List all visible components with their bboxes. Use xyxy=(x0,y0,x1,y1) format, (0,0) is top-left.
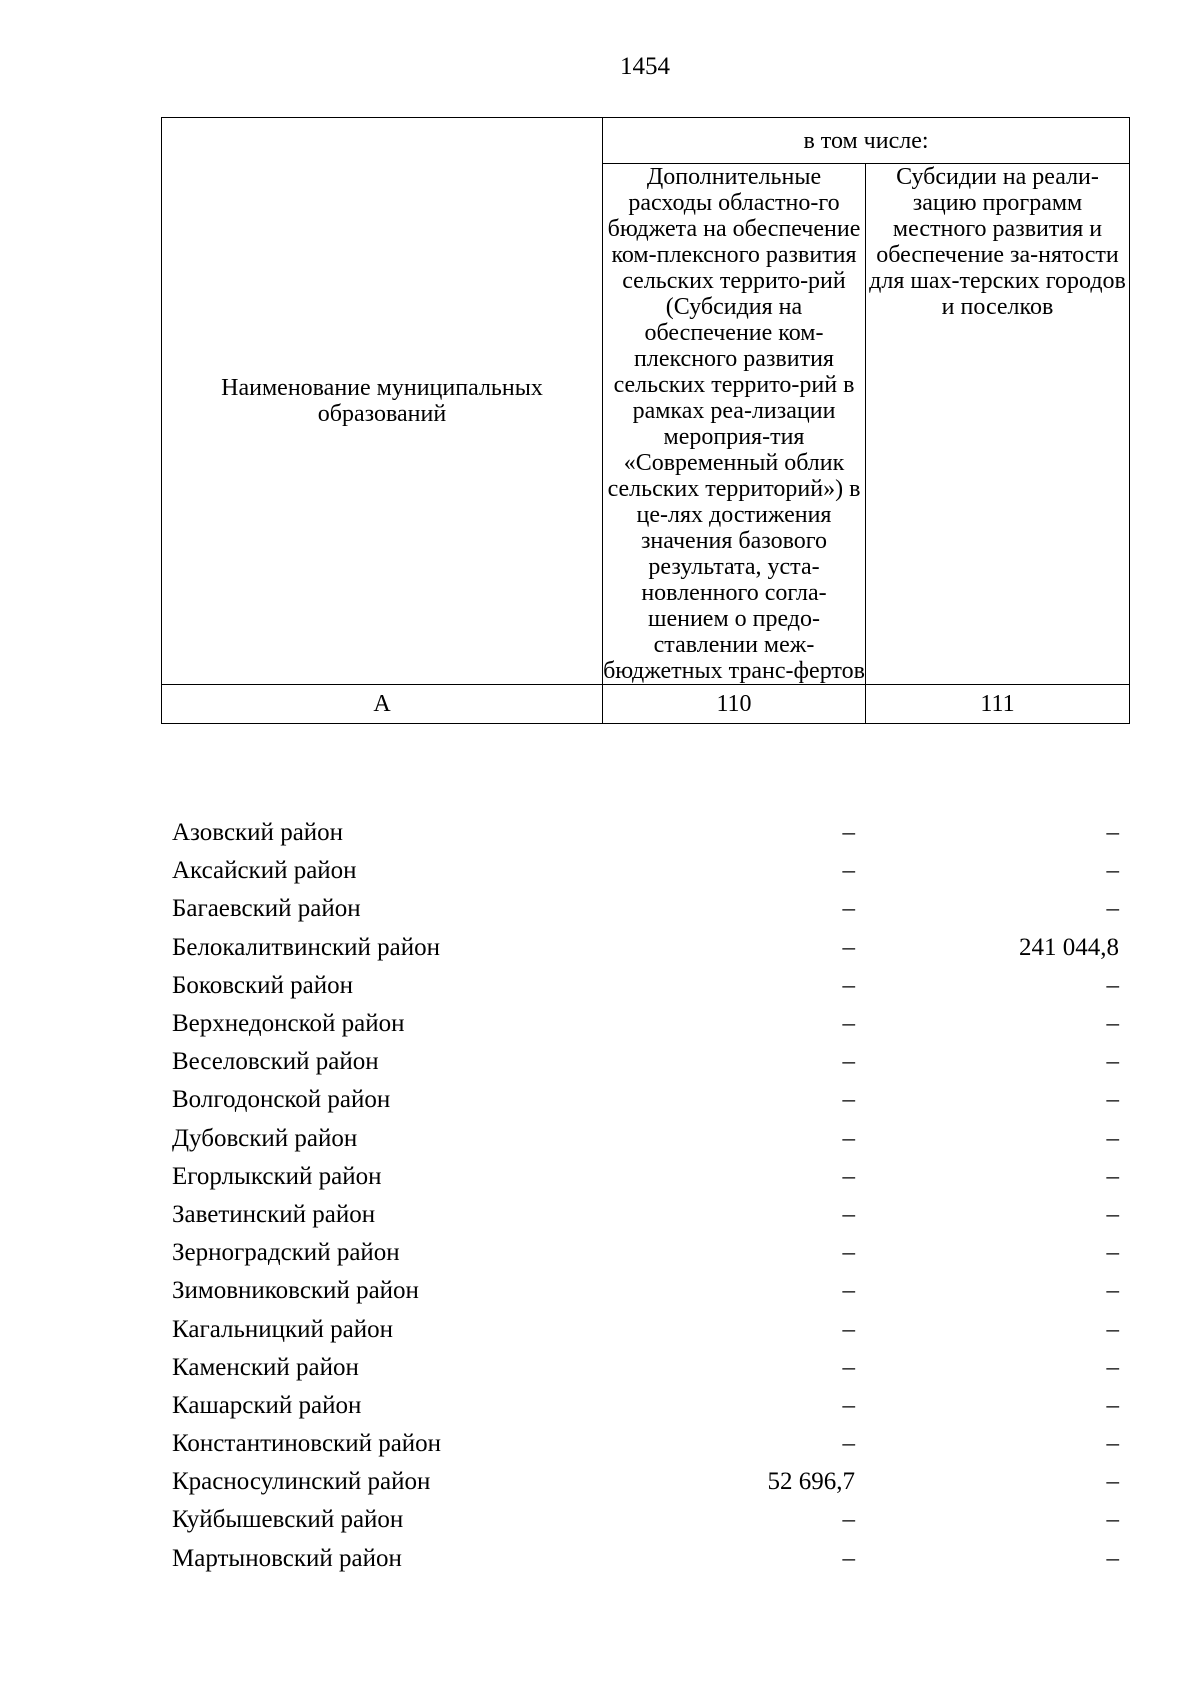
row-name: Куйбышевский район xyxy=(172,1506,404,1534)
row-name: Кагальницкий район xyxy=(172,1315,394,1343)
table-row xyxy=(161,929,1129,967)
table-row xyxy=(161,1463,1129,1501)
header-code-110: 110 xyxy=(603,685,866,724)
row-value-111: – xyxy=(1106,1200,1119,1228)
header-col-110-text: Дополнительные расходы областно-го бюджета на обеспечение ком-плексного развития сельских террито-рий (Субсидия на обеспечение ком-плексного развития сельских террито-рий в рамках реа-лизации мероприя-тия «Современный облик сельских территорий») в це-лях достижения значения базового результата, уста-новленного согла-шением о предо-ставлении меж-бюджетных транс-фертов xyxy=(603,164,865,684)
row-value-111: – xyxy=(1106,1353,1119,1381)
row-name: Азовский район xyxy=(172,819,344,847)
row-value-110: 52 696,7 xyxy=(767,1468,855,1496)
row-value-110: – xyxy=(842,1200,855,1228)
row-name: Белокалитвинский район xyxy=(172,933,440,961)
row-value-110: – xyxy=(842,1162,855,1190)
row-value-111: – xyxy=(1106,1048,1119,1076)
table-row xyxy=(161,1196,1129,1234)
row-value-111: – xyxy=(1106,819,1119,847)
row-value-110: – xyxy=(842,1010,855,1038)
row-value-110: – xyxy=(842,857,855,885)
row-name: Боковский район xyxy=(172,971,353,999)
row-name: Красносулинский район xyxy=(172,1468,431,1496)
row-value-111: – xyxy=(1106,857,1119,885)
row-name: Каменский район xyxy=(172,1353,359,1381)
row-name: Верхнедонской район xyxy=(172,1010,405,1038)
row-value-111: – xyxy=(1106,971,1119,999)
table-row xyxy=(161,1234,1129,1272)
row-value-111: – xyxy=(1106,1468,1119,1496)
row-value-111: – xyxy=(1106,1430,1119,1458)
row-name: Кашарский район xyxy=(172,1391,362,1419)
table-row xyxy=(161,1387,1129,1425)
table-row xyxy=(161,1120,1129,1158)
page-number: 1454 xyxy=(620,53,670,80)
row-value-110: – xyxy=(842,1353,855,1381)
table-row xyxy=(161,814,1129,852)
header-code-a: А xyxy=(162,685,603,724)
table-row xyxy=(161,890,1129,928)
row-value-110: – xyxy=(842,1086,855,1114)
row-value-111: – xyxy=(1106,1086,1119,1114)
table-row xyxy=(161,1158,1129,1196)
row-name: Волгодонской район xyxy=(172,1086,391,1114)
row-value-110: – xyxy=(842,1430,855,1458)
row-name: Аксайский район xyxy=(172,857,357,885)
table-header xyxy=(161,117,1130,724)
table-row xyxy=(161,1540,1129,1578)
header-code-111: 111 xyxy=(866,685,1130,724)
table-body xyxy=(161,814,1129,1578)
row-value-111: – xyxy=(1106,1277,1119,1305)
table-row xyxy=(161,1005,1129,1043)
row-value-110: – xyxy=(842,933,855,961)
row-name: Зерноградский район xyxy=(172,1239,400,1267)
table-row xyxy=(161,1043,1129,1081)
row-name: Дубовский район xyxy=(172,1124,358,1152)
row-value-111: – xyxy=(1106,1315,1119,1343)
row-value-110: – xyxy=(842,1391,855,1419)
row-value-111: – xyxy=(1106,1544,1119,1572)
row-value-110: – xyxy=(842,1277,855,1305)
row-value-110: – xyxy=(842,819,855,847)
table-row xyxy=(161,1310,1129,1348)
row-value-110: – xyxy=(842,1124,855,1152)
row-value-110: – xyxy=(842,971,855,999)
table-row xyxy=(161,1272,1129,1310)
header-col-110 xyxy=(603,164,866,685)
row-value-111: – xyxy=(1106,1010,1119,1038)
row-value-111: – xyxy=(1106,1391,1119,1419)
row-name: Заветинский район xyxy=(172,1200,376,1228)
header-col-111 xyxy=(866,164,1130,685)
row-value-111: – xyxy=(1106,895,1119,923)
header-group-label: в том числе: xyxy=(603,118,1130,164)
table-row xyxy=(161,1501,1129,1539)
row-name: Зимовниковский район xyxy=(172,1277,419,1305)
row-value-110: – xyxy=(842,1544,855,1572)
row-name: Веселовский район xyxy=(172,1048,379,1076)
row-value-111: – xyxy=(1106,1239,1119,1267)
table-row xyxy=(161,852,1129,890)
row-name: Константиновский район xyxy=(172,1430,442,1458)
row-value-110: – xyxy=(842,1506,855,1534)
table-row xyxy=(161,1425,1129,1463)
header-name-column: Наименование муниципальных образований xyxy=(162,118,603,685)
table-row xyxy=(161,1081,1129,1119)
row-value-111: – xyxy=(1106,1124,1119,1152)
row-value-110: – xyxy=(842,1315,855,1343)
row-value-111: – xyxy=(1106,1506,1119,1534)
table-row xyxy=(161,967,1129,1005)
table-row xyxy=(161,1349,1129,1387)
row-value-110: – xyxy=(842,895,855,923)
row-value-111: 241 044,8 xyxy=(1019,933,1119,961)
header-col-111-text: Субсидии на реали-зацию программ местного развития и обеспечение за-нятости для шах-терских городов и поселков xyxy=(869,164,1126,320)
row-value-111: – xyxy=(1106,1162,1119,1190)
row-name: Егорлыкский район xyxy=(172,1162,382,1190)
row-value-110: – xyxy=(842,1239,855,1267)
row-name: Мартыновский район xyxy=(172,1544,402,1572)
row-value-110: – xyxy=(842,1048,855,1076)
row-name: Багаевский район xyxy=(172,895,361,923)
